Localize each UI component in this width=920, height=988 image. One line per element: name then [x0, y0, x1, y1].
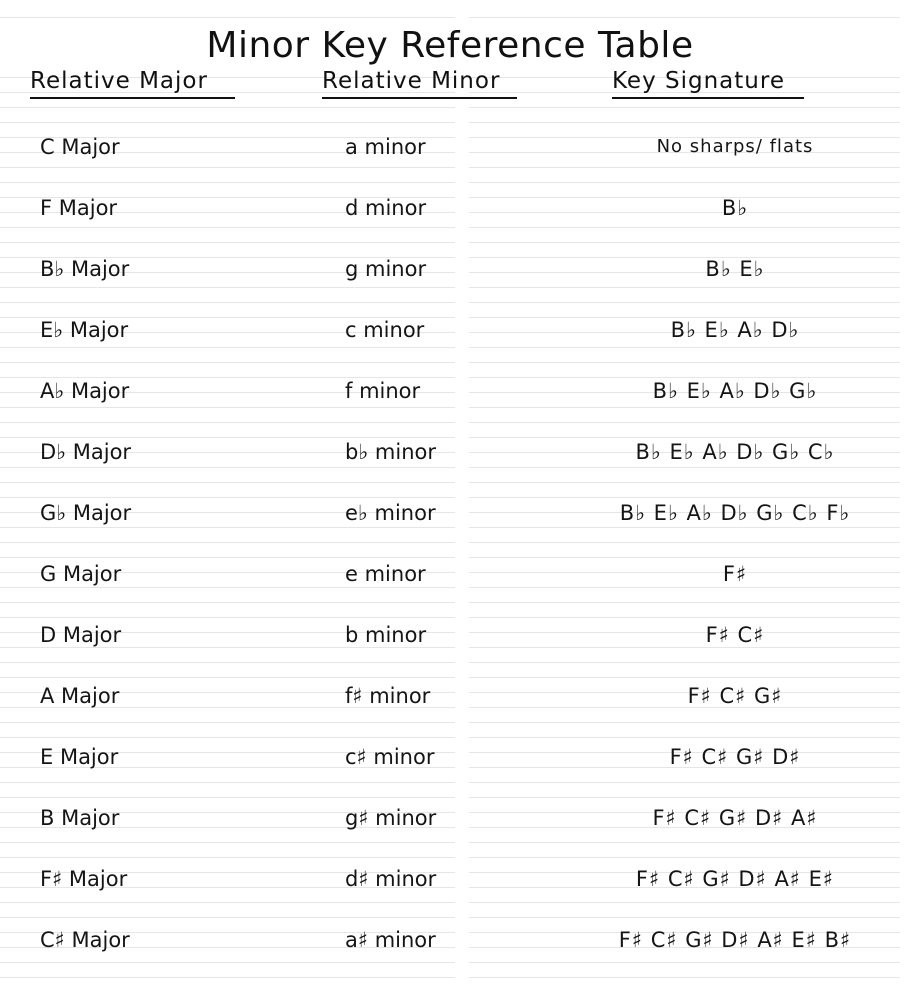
table-row [0, 676, 900, 737]
key-signature-cell: B♭ E♭ [705, 257, 765, 281]
key-signature-cell: F♯ C♯ G♯ D♯ [669, 745, 801, 769]
table-row [0, 554, 900, 615]
page-title [0, 26, 900, 66]
header-key-signature: Key Signature [612, 68, 804, 99]
page-right-margin [900, 0, 920, 988]
relative-major-cell: G♭ Major [40, 501, 132, 525]
relative-minor-cell: b minor [345, 623, 427, 647]
table-row [0, 615, 900, 676]
relative-minor-cell: d minor [345, 196, 427, 220]
header-relative-minor: Relative Minor [322, 68, 517, 99]
relative-minor-cell: f minor [345, 379, 421, 403]
table-row [0, 310, 900, 371]
relative-minor-cell: b♭ minor [345, 440, 436, 464]
relative-major-cell: E Major [40, 745, 119, 769]
key-signature-cell: F♯ C♯ G♯ D♯ A♯ [652, 806, 818, 830]
key-signature-cell: F♯ [722, 562, 748, 586]
relative-minor-cell: g♯ minor [345, 806, 437, 830]
page-title-text: Minor Key Reference Table [200, 25, 699, 66]
table-row [0, 737, 900, 798]
relative-minor-cell: e minor [345, 562, 426, 586]
table-row [0, 798, 900, 859]
relative-minor-cell: f♯ minor [345, 684, 431, 708]
relative-major-cell: E♭ Major [40, 318, 129, 342]
relative-major-cell: D♭ Major [40, 440, 132, 464]
relative-minor-cell: e♭ minor [345, 501, 436, 525]
key-signature-cell: B♭ E♭ A♭ D♭ G♭ C♭ [635, 440, 835, 464]
table-row [0, 127, 900, 188]
key-signature-cell: B♭ [721, 196, 749, 220]
relative-major-cell: A Major [40, 684, 120, 708]
relative-major-cell: B Major [40, 806, 120, 830]
relative-major-cell: F♯ Major [40, 867, 128, 891]
relative-major-cell: C Major [40, 135, 120, 159]
key-table [0, 127, 900, 981]
relative-major-cell: C♯ Major [40, 928, 130, 952]
relative-minor-cell: a minor [345, 135, 426, 159]
relative-major-cell: G Major [40, 562, 122, 586]
header-relative-major: Relative Major [30, 68, 235, 99]
table-row [0, 859, 900, 920]
relative-minor-cell: d♯ minor [345, 867, 437, 891]
relative-major-cell: D Major [40, 623, 122, 647]
key-signature-cell: F♯ C♯ G♯ [687, 684, 783, 708]
key-signature-cell: F♯ C♯ G♯ D♯ A♯ E♯ B♯ [618, 928, 852, 952]
relative-minor-cell: g minor [345, 257, 427, 281]
relative-major-cell: A♭ Major [40, 379, 130, 403]
key-signature-cell: F♯ C♯ [705, 623, 765, 647]
table-row [0, 432, 900, 493]
relative-minor-cell: c minor [345, 318, 425, 342]
key-signature-cell: F♯ C♯ G♯ D♯ A♯ E♯ [635, 867, 835, 891]
table-row [0, 188, 900, 249]
table-row [0, 493, 900, 554]
table-row [0, 249, 900, 310]
table-row [0, 371, 900, 432]
relative-major-cell: B♭ Major [40, 257, 130, 281]
relative-minor-cell: c♯ minor [345, 745, 435, 769]
relative-minor-cell: a♯ minor [345, 928, 436, 952]
relative-major-cell: F Major [40, 196, 118, 220]
table-row [0, 920, 900, 981]
key-signature-cell: B♭ E♭ A♭ D♭ G♭ C♭ F♭ [619, 501, 851, 525]
key-signature-cell: B♭ E♭ A♭ D♭ G♭ [652, 379, 818, 403]
key-signature-cell: B♭ E♭ A♭ D♭ [670, 318, 800, 342]
key-signature-cell: No sharps/ flats [656, 136, 814, 157]
